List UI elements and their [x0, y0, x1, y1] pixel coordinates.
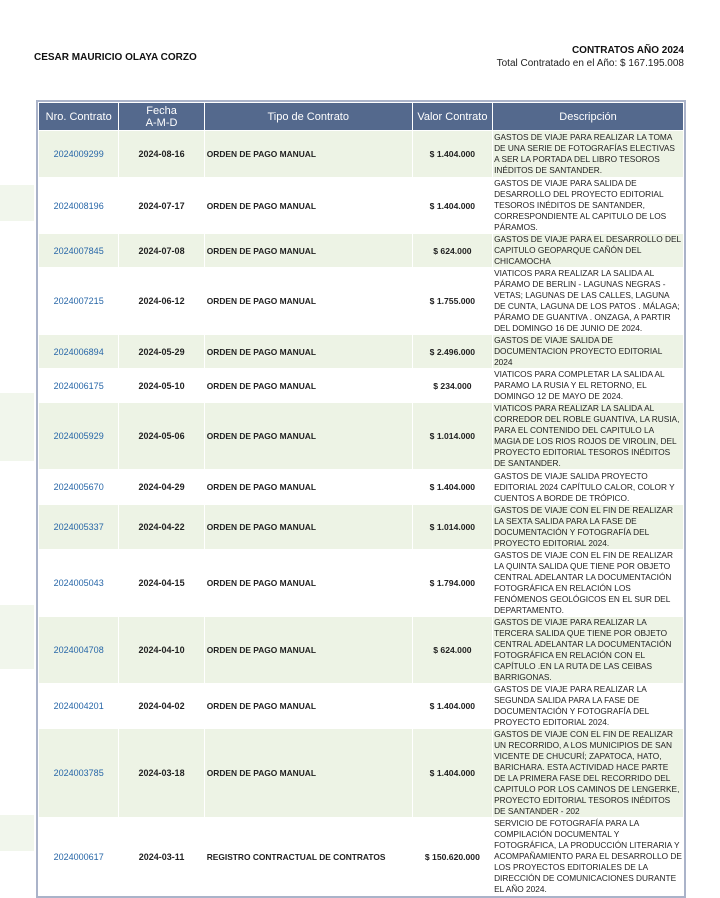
table-row [39, 729, 684, 818]
contract-value: $ 1.404.000 [412, 470, 492, 505]
column-header-nro[interactable]: Nro. Contrato [39, 103, 119, 131]
table-row [39, 550, 684, 617]
table-row [39, 369, 684, 403]
contract-number-link[interactable]: 2024004201 [53, 701, 104, 711]
contract-description: GASTOS DE VIAJE CON EL FIN DE REALIZAR UN RECORRIDO, A LOS MUNICIPIOS DE SAN VICENTE DE CHUCURÍ; ZAPATOCA, HATO, BARICHARA. ESTA ACTIVIDAD HACE PARTE DE LA PRIMERA FASE DEL RECORRIDO DEL CAPITULO POR LOS CAMINOS DE LENGERKE, PROYECTO EDITORIAL TESOROS INÉDITOS DE SANTANDER - 202 [493, 729, 684, 818]
column-header-descripcion[interactable]: Descripción [493, 103, 684, 131]
table-row [39, 178, 684, 234]
contract-number-cell [39, 617, 119, 684]
contract-date: 2024-04-10 [119, 617, 204, 684]
row-stripe [0, 185, 34, 221]
contract-date: 2024-04-22 [119, 505, 204, 550]
contract-value: $ 150.620.000 [412, 818, 492, 896]
contract-description: GASTOS DE VIAJE SALIDA PROYECTO EDITORIAL 2024 CAPÍTULO CALOR, COLOR Y CUENTOS A BORDE DE TRÓPICO. [493, 470, 684, 505]
contract-type: ORDEN DE PAGO MANUAL [204, 505, 412, 550]
table-row [39, 505, 684, 550]
contract-number-link[interactable]: 2024009299 [53, 149, 104, 159]
contract-number-link[interactable]: 2024006175 [53, 380, 104, 391]
table-header-row [39, 103, 684, 131]
contract-date: 2024-03-18 [119, 729, 204, 818]
contract-number-cell [39, 470, 119, 505]
contract-value: $ 1.014.000 [412, 505, 492, 550]
contract-value: $ 1.794.000 [412, 550, 492, 617]
contract-number-cell [39, 369, 119, 403]
table-row [39, 234, 684, 268]
contract-type: ORDEN DE PAGO MANUAL [204, 234, 412, 268]
contract-description: GASTOS DE VIAJE SALIDA DE DOCUMENTACION PROYECTO EDITORIAL 2024 [493, 335, 684, 369]
contract-type: ORDEN DE PAGO MANUAL [204, 470, 412, 505]
contract-value: $ 624.000 [412, 234, 492, 268]
contract-number-cell [39, 335, 119, 369]
contract-value: $ 2.496.000 [412, 335, 492, 369]
contract-number-link[interactable]: 2024008196 [53, 200, 104, 211]
contract-description: GASTOS DE VIAJE CON EL FIN DE REALIZAR LA SEXTA SALIDA PARA LA FASE DE DOCUMENTACIÓN Y FOTOGRAFÍA DEL PROYECTO EDITORIAL 2024. [493, 505, 684, 550]
contract-number-cell [39, 818, 119, 896]
contract-type: REGISTRO CONTRACTUAL DE CONTRATOS [204, 818, 412, 896]
contract-type: ORDEN DE PAGO MANUAL [204, 729, 412, 818]
contract-number-link[interactable]: 2024007845 [53, 245, 104, 256]
contracts-summary [497, 44, 684, 70]
contract-description: GASTOS DE VIAJE PARA REALIZAR LA SEGUNDA SALIDA PARA LA FASE DE DOCUMENTACIÓN Y FOTOGRAFÍA DEL PROYECTO EDITORIAL 2024. [493, 684, 684, 729]
contract-date: 2024-07-17 [119, 178, 204, 234]
contract-number-cell [39, 131, 119, 178]
contract-description: VIATICOS PARA REALIZAR LA SALIDA AL CORREDOR DEL ROBLE GUANTIVA, LA RUSIA, PARA EL CONTENIDO DEL CAPITULO LA MAGIA DE LOS RIOS ROJOS DE VIROLIN, DEL PROYECTO EDITORIAL TESOROS INÉDITOS DE SANTANDER. [493, 403, 684, 470]
contract-description: SERVICIO DE FOTOGRAFÍA PARA LA COMPILACIÓN DOCUMENTAL Y FOTOGRÁFICA, LA PRODUCCIÓN LITERARIA Y ACOMPAÑAMIENTO PARA EL DESARROLLO DE LOS PROYECTOS EDITORIALES DE LA DIRECCIÓN DE COMUNICACIONES DURANTE EL AÑO 2024. [494, 818, 682, 894]
contract-number-cell [39, 178, 119, 234]
contract-number-cell [39, 550, 119, 617]
contract-type: ORDEN DE PAGO MANUAL [204, 268, 412, 335]
contract-value: $ 1.755.000 [412, 268, 492, 335]
contract-type: ORDEN DE PAGO MANUAL [204, 369, 412, 403]
contract-description: VIATICOS PARA REALIZAR LA SALIDA AL PÁRAMO DE BERLIN - LAGUNAS NEGRAS - VETAS; LAGUNAS DE LAS CALLES, LAGUNA DE CUNTA, LAGUNA DE LOS PATOS . MÁLAGA; PÁRAMO DE GUANTIVA . ONZAGA, A PARTIR DEL DOMINGO 16 DE JUNIO DE 2024. [493, 268, 684, 335]
table-row [39, 335, 684, 369]
contract-number-link[interactable]: 2024005337 [53, 522, 104, 532]
contract-number-cell [39, 684, 119, 729]
row-stripe [0, 605, 34, 669]
column-header-tipo[interactable]: Tipo de Contrato [204, 103, 412, 131]
contracts-table [36, 100, 686, 898]
contract-value: $ 1.404.000 [412, 684, 492, 729]
contract-description: GASTOS DE VIAJE PARA EL DESARROLLO DEL CAPITULO GEOPARQUE CAÑÓN DEL CHICAMOCHA [493, 234, 684, 268]
contract-number-link[interactable]: 2024005670 [53, 482, 104, 492]
contract-date: 2024-08-16 [119, 131, 204, 178]
contract-type: ORDEN DE PAGO MANUAL [204, 335, 412, 369]
contract-date: 2024-06-12 [119, 268, 204, 335]
contract-date: 2024-05-29 [119, 335, 204, 369]
contract-number-link[interactable]: 2024004708 [53, 645, 104, 655]
contract-value: $ 1.404.000 [412, 729, 492, 818]
contract-number-cell [39, 403, 119, 470]
table-row [39, 403, 684, 470]
contract-date: 2024-04-29 [119, 470, 204, 505]
total-contracted: Total Contratado en el Año: $ 167.195.008 [496, 58, 684, 69]
contract-value: $ 1.404.000 [412, 131, 492, 178]
contract-description: GASTOS DE VIAJE PARA REALIZAR LA TOMA DE UNA SERIE DE FOTOGRAFÍAS ELECTIVAS A SER LA PORTADA DEL LIBRO TESOROS INÉDITOS DE SANTANDER. [493, 131, 684, 178]
page-title: CONTRATOS AÑO 2024 [571, 45, 684, 56]
contract-number-cell [39, 505, 119, 550]
person-name: CESAR MAURICIO OLAYA CORZO [34, 52, 197, 63]
row-stripe [0, 393, 34, 461]
contract-type: ORDEN DE PAGO MANUAL [204, 550, 412, 617]
contract-type: ORDEN DE PAGO MANUAL [204, 131, 412, 178]
contract-number-cell [39, 268, 119, 335]
table-row [39, 684, 684, 729]
contract-value: $ 234.000 [412, 369, 492, 403]
contract-date: 2024-07-08 [119, 234, 204, 268]
table-row [39, 131, 684, 178]
table-row [39, 470, 684, 505]
contract-type: ORDEN DE PAGO MANUAL [204, 617, 412, 684]
contract-number-cell [39, 234, 119, 268]
contract-value: $ 1.404.000 [412, 178, 492, 234]
contract-number-link[interactable]: 2024000617 [53, 851, 104, 862]
contract-number-link[interactable]: 2024005929 [53, 431, 104, 441]
contract-number-cell [39, 729, 119, 818]
contract-description: GASTOS DE VIAJE PARA REALIZAR LA TERCERA SALIDA QUE TIENE POR OBJETO CENTRAL ADELANTAR LA DOCUMENTACIÓN FOTOGRÁFICA EN RELACIÓN CON EL CAPÍTULO .EN LA RUTA DE LAS CEIBAS BARRIGONAS. [493, 617, 684, 684]
contract-value: $ 1.014.000 [412, 403, 492, 470]
table-row [39, 818, 684, 896]
contract-date: 2024-05-06 [119, 403, 204, 470]
contract-description: GASTOS DE VIAJE PARA SALIDA DE DESARROLLO DEL PROYECTO EDITORIAL TESOROS INÉDITOS DE SANTANDER, CORRESPONDIENTE AL CAPITULO DE LOS PÁRAMOS. [493, 178, 684, 234]
contract-type: ORDEN DE PAGO MANUAL [204, 684, 412, 729]
contract-value: $ 624.000 [412, 617, 492, 684]
contract-date: 2024-04-02 [119, 684, 204, 729]
contract-date: 2024-05-10 [119, 369, 204, 403]
column-header-fecha[interactable]: Fecha A-M-D [119, 103, 204, 131]
contract-description: VIATICOS PARA COMPLETAR LA SALIDA AL PARAMO LA RUSIA Y EL RETORNO, EL DOMINGO 12 DE MAYO DE 2024. [493, 369, 684, 403]
row-stripe [0, 815, 34, 851]
contract-type: ORDEN DE PAGO MANUAL [204, 178, 412, 234]
table-row [39, 617, 684, 684]
contract-number-link[interactable]: 2024006894 [53, 346, 104, 357]
contract-number-link[interactable]: 2024007215 [53, 296, 104, 306]
contract-number-link[interactable]: 2024005043 [53, 578, 104, 588]
contract-description: GASTOS DE VIAJE CON EL FIN DE REALIZAR LA QUINTA SALIDA QUE TIENE POR OBJETO CENTRAL ADELANTAR LA DOCUMENTACIÓN FOTOGRÁFICA EN RELACIÓN LOS FENÓMENOS GEOLÓGICOS EN EL SUR DEL DEPARTAMENTO. [493, 550, 684, 617]
contract-type: ORDEN DE PAGO MANUAL [204, 403, 412, 470]
contract-date: 2024-04-15 [119, 550, 204, 617]
contract-number-link[interactable]: 2024003785 [53, 768, 104, 778]
contract-date: 2024-03-11 [119, 818, 204, 896]
table-row [39, 268, 684, 335]
column-header-valor[interactable]: Valor Contrato [412, 103, 492, 131]
